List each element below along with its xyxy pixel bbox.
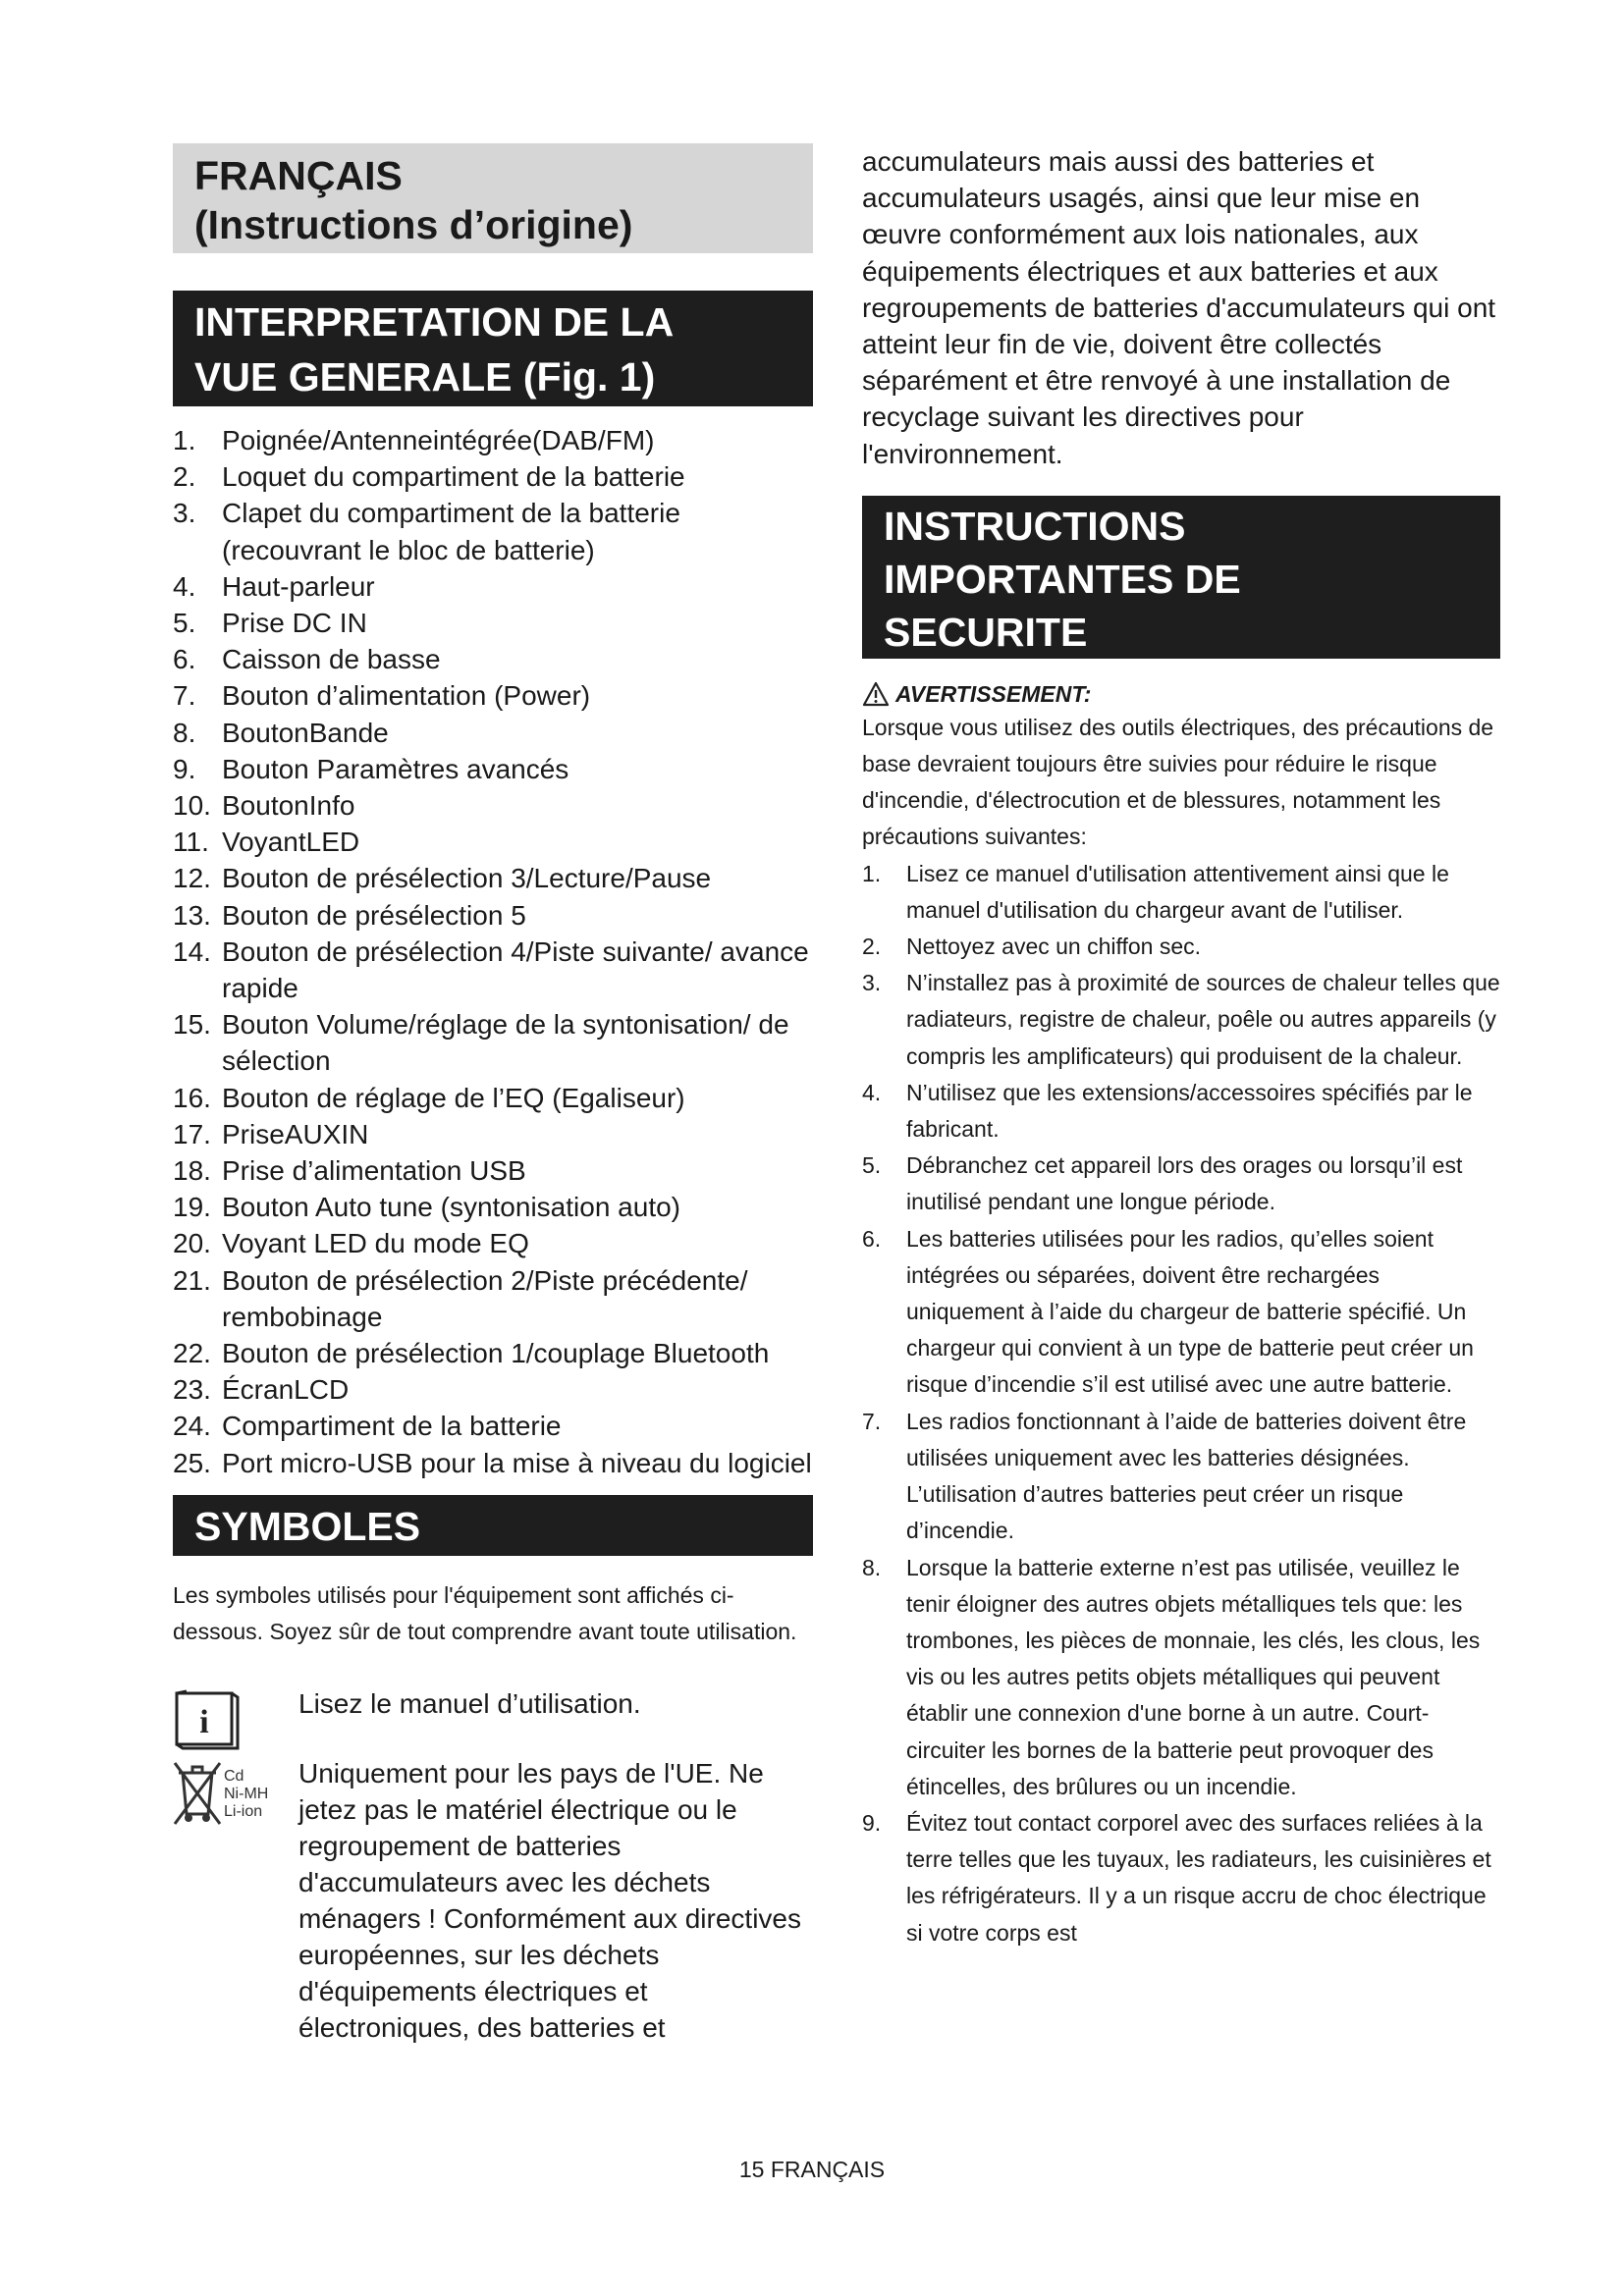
part-item [173,422,813,458]
safety-item-number: 1. [862,860,882,886]
part-item [173,897,813,934]
language-header [173,143,813,253]
part-item-number: 7. [173,680,196,712]
safety-item-number: 5. [862,1152,882,1179]
part-item-text: Bouton de présélection 1/couplage Bluetooth [222,1338,770,1369]
safety-item [862,1221,1500,1404]
manual-symbol-text: Lisez le manuel d’utilisation. [298,1687,641,1719]
part-item-text: Poignée/Antenneintégrée(DAB/FM) [222,425,655,455]
safety-item-text: Débranchez cet appareil lors des orages ou lorsqu’il est inutilisé pendant une longue période. [906,1152,1463,1215]
part-item [173,677,813,714]
weee-text-continued: accumulateurs mais aussi des batteries et accumulateurs usagés, ainsi que leur mise en œuvre conformément aux lois nationales, aux équipements électriques et aux batteries et aux regroupements de batteries d'accumulateurs qui ont atteint leur fin de vie, doivent être collectés séparément et être renvoyé à une installation de recyclage suivant les directives pour l'environnement. [862,146,1496,469]
part-item-text: BoutonInfo [222,790,355,822]
part-item [173,824,813,860]
part-item-text: Loquet du compartiment de la batterie [222,461,685,493]
interpretation-heading [173,291,813,406]
part-item-number: 24. [173,1411,211,1442]
part-item-number: 12. [173,863,211,894]
safety-item-number: 9. [862,1809,882,1836]
safety-heading [862,496,1500,659]
part-item-text: ÉcranLCD [222,1374,350,1406]
safety-item-number: 7. [862,1408,882,1434]
part-item-text: BoutonBande [222,717,389,748]
warning-triangle-icon [862,681,890,707]
safety-item-number: 4. [862,1079,882,1105]
symboles-heading-text: SYMBOLES [194,1503,421,1549]
right-column [862,143,1500,1951]
manual-symbol-row [173,1685,813,1740]
part-item-text: Bouton de réglage de l’EQ (Egaliseur) [222,1082,685,1113]
part-item-text: Port micro-USB pour la mise à niveau du logiciel [222,1447,812,1478]
part-item-number: 13. [173,899,211,931]
interpretation-heading-line1: INTERPRETATION DE LA [194,299,675,345]
part-item-text: Bouton de présélection 3/Lecture/Pause [222,863,712,894]
part-item-text: Bouton de présélection 2/Piste précédente/ rembobinage [222,1264,748,1332]
safety-item-number: 6. [862,1225,882,1252]
part-item [173,1225,813,1261]
crossed-bin-icon [173,1759,291,1830]
part-item-number: 22. [173,1338,211,1369]
safety-item [862,1148,1500,1220]
part-item-number: 8. [173,717,196,748]
battery-label-nimh: Ni-MH [224,1785,269,1802]
safety-item [862,1404,1500,1550]
safety-list [862,856,1500,1951]
part-item-text: Bouton de présélection 5 [222,899,526,931]
warning-title-text: AVERTISSEMENT: [895,680,1092,707]
part-item-text: Prise DC IN [222,608,367,639]
interpretation-heading-line2: VUE GENERALE (Fig. 1) [194,354,656,400]
part-item-number: 9. [173,753,196,784]
weee-symbol-row [173,1755,813,2046]
part-item [173,934,813,1006]
part-item [173,715,813,751]
part-item-number: 14. [173,935,211,967]
safety-item-text: Lisez ce manuel d'utilisation attentivement ainsi que le manuel d'utilisation du chargeur avant de l'utiliser. [906,860,1449,923]
part-item-number: 1. [173,425,196,455]
safety-item [862,1075,1500,1148]
safety-item-text: Nettoyez avec un chiffon sec. [906,934,1202,960]
parts-list [173,422,813,1481]
part-item [173,1335,813,1371]
part-item-text: Voyant LED du mode EQ [222,1228,529,1259]
safety-item [862,1550,1500,1805]
part-item-text: Bouton Auto tune (syntonisation auto) [222,1192,680,1223]
part-item-text: Bouton Volume/réglage de la syntonisation/ de sélection [222,1009,789,1077]
part-item-number: 4. [173,570,196,602]
warning-intro: Lorsque vous utilisez des outils électriques, des précautions de base devraient toujours être suivies pour réduire le risque d'incendie, d'électrocution et de blessures, notamment les précautions suivantes: [862,714,1494,850]
part-item-text: PriseAUXIN [222,1118,369,1149]
part-item-number: 15. [173,1009,211,1041]
part-item-number: 11. [173,827,209,858]
part-item [173,751,813,787]
safety-heading-line3: SECURITE [884,609,1088,655]
part-item-text: Haut-parleur [222,570,375,602]
part-item [173,1116,813,1152]
part-item-text: Clapet du compartiment de la batterie (recouvrant le bloc de batterie) [222,498,680,565]
safety-item-number: 8. [862,1554,882,1580]
part-item [173,787,813,824]
safety-item [862,965,1500,1075]
part-item-number: 20. [173,1228,211,1259]
read-manual-icon-letter: i [199,1703,209,1740]
weee-symbol-text: Uniquement pour les pays de l'UE. Ne jetez pas le matériel électrique ou le regroupement de batteries d'accumulateurs avec les déchets ménagers ! Conformément aux directives européennes, sur les déchets d'équipements électriques et électroniques, des batteries et [298,1757,801,2043]
safety-item-number: 2. [862,934,882,960]
part-item [173,1371,813,1408]
safety-item [862,856,1500,929]
part-item-text: Bouton d’alimentation (Power) [222,680,591,712]
part-item [173,1408,813,1444]
part-item [173,1189,813,1225]
safety-heading-line1: INSTRUCTIONS [884,503,1186,549]
part-item [173,860,813,896]
left-column [173,143,813,2046]
part-item-number: 6. [173,644,196,675]
safety-item [862,929,1500,965]
part-item-number: 25. [173,1447,211,1478]
part-item-text: Caisson de basse [222,644,441,675]
safety-item-text: N’utilisez que les extensions/accessoires spécifiés par le fabricant. [906,1079,1473,1143]
page-footer: 15 FRANÇAIS [738,2157,886,2182]
part-item [173,605,813,641]
safety-item-text: N’installez pas à proximité de sources de chaleur telles que radiateurs, registre de chaleur, poêle ou autres appareils (y compris les amplificateurs) qui produisent de la chaleur. [906,970,1500,1069]
part-item [173,1152,813,1189]
part-item-number: 18. [173,1155,211,1187]
safety-item-text: Les radios fonctionnant à l’aide de batteries doivent être utilisées uniquement avec les batteries désignées. L’utilisation d’autres batteries peut créer un risque d’incendie. [906,1408,1467,1544]
safety-item-text: Les batteries utilisées pour les radios, qu’elles soient intégrées ou séparées, doivent être rechargées uniquement à l’aide du chargeur de batterie spécifié. Un chargeur qui convient à un type de batterie peut créer un risque d’incendie s’il est utilisé avec une autre batterie. [906,1225,1474,1398]
part-item [173,458,813,495]
warning-title [862,678,1500,710]
part-item-text: VoyantLED [222,827,360,858]
part-item-number: 19. [173,1192,211,1223]
part-item [173,568,813,605]
part-item [173,1262,813,1335]
part-item [173,495,813,567]
read-manual-icon [173,1689,242,1750]
safety-item-text: Évitez tout contact corporel avec des surfaces reliées à la terre telles que les tuyaux, les radiateurs, les cuisinières et les réfrigérateurs. Il y a un risque accru de choc électrique si votre corps est [906,1809,1491,1946]
language-title: FRANÇAIS [194,153,403,198]
part-item [173,1006,813,1079]
part-item-text: Bouton Paramètres avancés [222,753,569,784]
part-item-number: 5. [173,608,196,639]
part-item-number: 10. [173,790,211,822]
safety-heading-line2: IMPORTANTES DE [884,556,1241,602]
part-item [173,1080,813,1116]
part-item-number: 2. [173,461,196,493]
part-item-text: Prise d’alimentation USB [222,1155,526,1187]
symboles-intro: Les symboles utilisés pour l'équipement sont affichés ci-dessous. Soyez sûr de tout comprendre avant toute utilisation. [173,1581,797,1644]
part-item-text: Compartiment de la batterie [222,1411,562,1442]
safety-item-text: Lorsque la batterie externe n’est pas utilisée, veuillez le tenir éloigner des autres objets métalliques tels que: les trombones, les pièces de monnaie, les clés, les clous, les vis ou les autres petits objets métalliques qui peuvent établir une connexion d'une borne à un autre. Court-circuiter les bornes de la batterie peut provoquer des étincelles, des brûlures ou un incendie. [906,1554,1481,1799]
part-item-number: 3. [173,498,196,529]
safety-item [862,1805,1500,1951]
part-item [173,641,813,677]
part-item-number: 17. [173,1118,211,1149]
part-item-number: 23. [173,1374,211,1406]
battery-label-liion: Li-ion [224,1802,263,1820]
battery-label-cd: Cd [224,1767,244,1785]
part-item-number: 16. [173,1082,211,1113]
part-item-number: 21. [173,1264,211,1296]
symboles-heading [173,1495,813,1556]
part-item [173,1445,813,1481]
part-item-text: Bouton de présélection 4/Piste suivante/ avance rapide [222,935,809,1004]
language-subtitle: (Instructions d’origine) [194,202,633,247]
safety-item-number: 3. [862,970,882,996]
